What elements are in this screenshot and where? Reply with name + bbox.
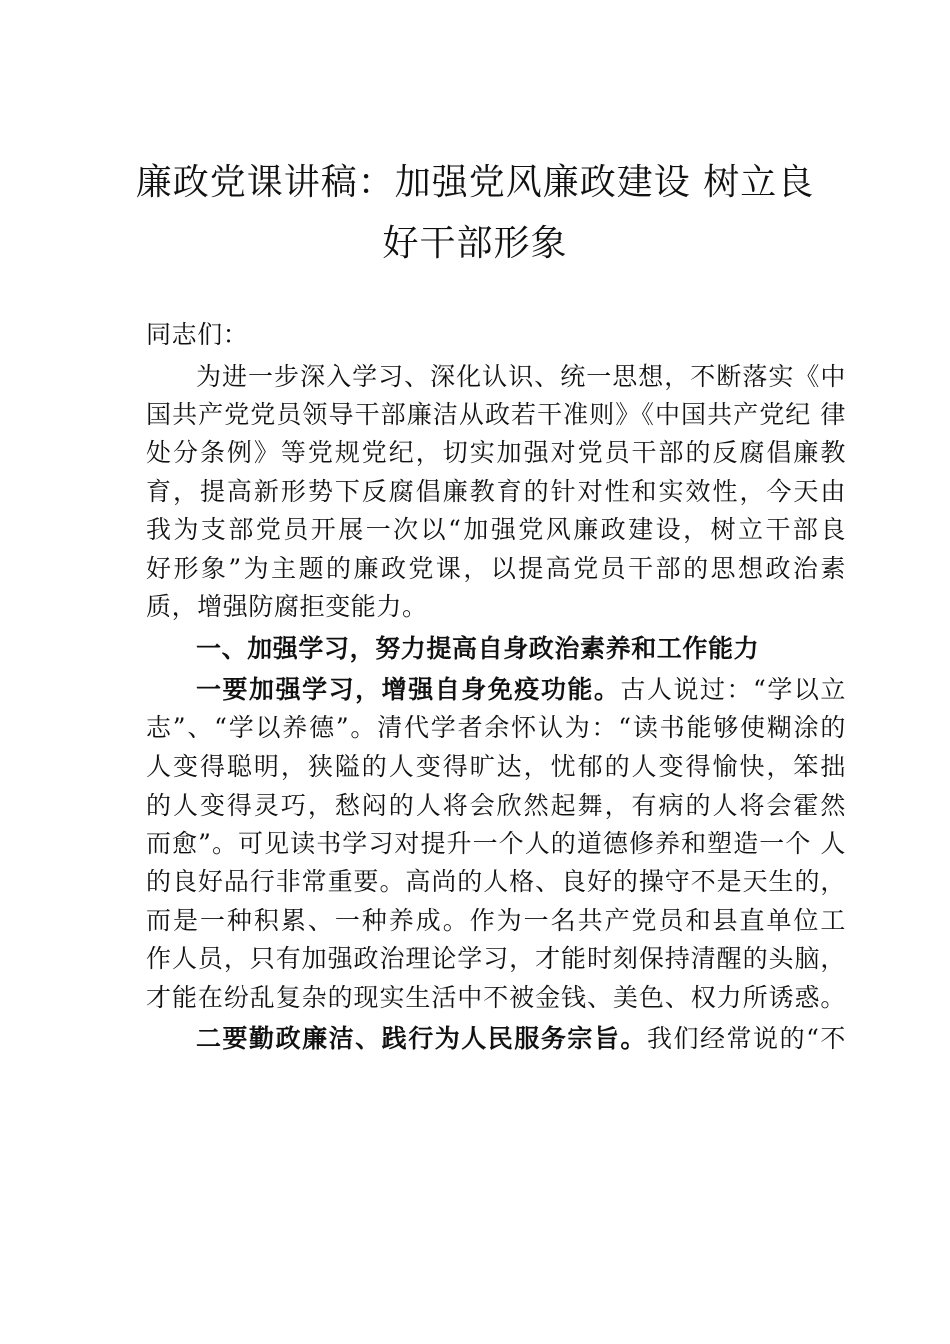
intro-line: 我为支部党员开展一次以“加强党风廉政建设，树立干部良 [146, 515, 846, 544]
salutation: 同志们： [146, 320, 249, 349]
paragraph-line: 的良好品行非常重要。高尚的人格、良好的操守不是天生的， [146, 867, 846, 896]
section-heading: 一、加强学习，努力提高自身政治素养和工作能力 [196, 634, 760, 663]
paragraph-first-line [196, 1022, 846, 1056]
paragraph-text: 古人说过：“学以立 [620, 675, 846, 704]
intro-line: 好形象”为主题的廉政党课，以提高党员干部的思想政治素 [146, 554, 846, 583]
intro-line: 处分条例》等党规党纪，切实加强对党员干部的反腐倡廉教 [146, 438, 846, 467]
paragraph-text: 我们经常说的“不 [646, 1024, 846, 1053]
paragraph-line: 的人变得灵巧，愁闷的人将会欣然起舞，有病的人将会霍然 [146, 791, 846, 820]
paragraph-line: 而是一种积累、一种养成。作为一名共产党员和县直单位工 [146, 906, 846, 935]
intro-line: 国共产党党员领导干部廉洁从政若干准则》《中国共产党纪 律 [146, 400, 846, 429]
document-title-line-1: 廉政党课讲稿：加强党风廉政建设 树立良 [135, 162, 815, 203]
paragraph-line: 而愈”。可见读书学习对提升一个人的道德修养和塑造一个 人 [146, 829, 846, 858]
paragraph-line: 作人员，只有加强政治理论学习，才能时刻保持清醒的头脑， [146, 944, 846, 973]
paragraph-first-line [196, 673, 846, 707]
intro-line: 为进一步深入学习、深化认识、统一思想，不断落实《中 [196, 362, 846, 391]
paragraph-lead: 二要勤政廉洁、践行为人民服务宗旨。 [196, 1024, 647, 1053]
intro-line: 质，增强防腐拒变能力。 [146, 592, 428, 621]
paragraph-line: 才能在纷乱复杂的现实生活中不被金钱、美色、权力所诱惑。 [146, 983, 846, 1012]
paragraph-lead: 一要加强学习，增强自身免疫功能。 [196, 675, 621, 704]
document-title-line-2: 好干部形象 [382, 223, 568, 264]
intro-line: 育，提高新形势下反腐倡廉教育的针对性和实效性，今天由 [146, 477, 846, 506]
paragraph-line: 人变得聪明，狭隘的人变得旷达，忧郁的人变得愉快，笨拙 [146, 752, 846, 781]
paragraph-line: 志”、“学以养德”。清代学者余怀认为：“读书能够使糊涂的 [146, 713, 846, 742]
